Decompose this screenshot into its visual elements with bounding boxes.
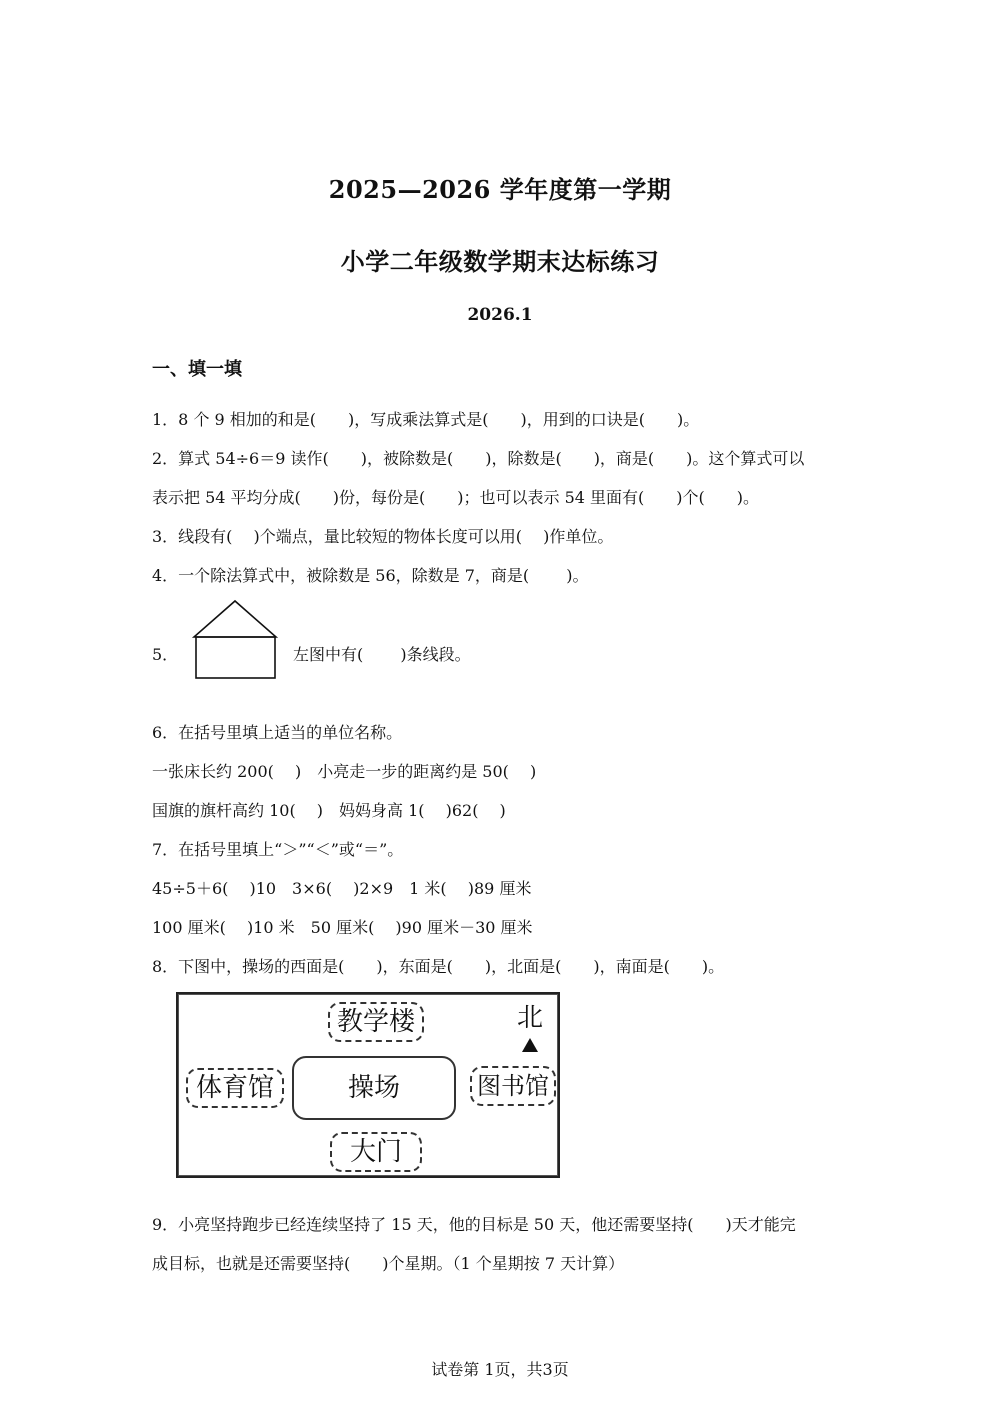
house-figure <box>188 598 284 682</box>
question-7-line1: 45÷5＋6( )10 3×6( )2×9 1 米( )89 厘米 <box>152 879 532 898</box>
exam-date: 2026.1 <box>467 305 533 325</box>
question-5-text: 左图中有( )条线段。 <box>293 645 471 664</box>
map-gate: 大门 <box>330 1132 422 1172</box>
question-7-line2: 100 厘米( )10 米 50 厘米( )90 厘米－30 厘米 <box>152 918 533 937</box>
campus-map <box>176 992 560 1178</box>
question-1: 1．8 个 9 相加的和是( )，写成乘法算式是( )，用到的口诀是( )。 <box>152 410 700 429</box>
map-library: 图书馆 <box>470 1066 556 1106</box>
question-6-line1: 一张床长约 200( ) 小亮走一步的距离约是 50( ) <box>152 762 537 781</box>
section-heading: 一、填一填 <box>152 359 242 380</box>
question-9-line2: 成目标，也就是还需要坚持( )个星期。（1 个星期按 7 天计算） <box>152 1254 625 1273</box>
north-arrow-icon <box>522 1038 538 1052</box>
question-6-line2: 国旗的旗杆高约 10( ) 妈妈身高 1( )62( ) <box>152 801 506 820</box>
map-gym: 体育馆 <box>186 1068 284 1108</box>
exam-title-line2: 小学二年级数学期末达标练习 <box>340 247 660 276</box>
exam-title-line1: 2025—2026 学年度第一学期 <box>328 175 672 204</box>
question-6-title: 6．在括号里填上适当的单位名称。 <box>152 723 403 742</box>
map-playground: 操场 <box>292 1056 456 1120</box>
map-north-label: 北 <box>516 1003 543 1033</box>
question-4: 4．一个除法算式中，被除数是 56，除数是 7，商是( )。 <box>152 566 589 585</box>
question-2-line1: 2．算式 54÷6＝9 读作( )，被除数是( )，除数是( )，商是( )。这个算式可以 <box>152 449 805 468</box>
page-footer: 试卷第 1页，共3页 <box>431 1360 569 1379</box>
question-5-number: 5． <box>152 645 179 664</box>
question-9-line1: 9．小亮坚持跑步已经连续坚持了 15 天，他的目标是 50 天，他还需要坚持( )天才能完 <box>152 1215 796 1234</box>
question-8: 8．下图中，操场的西面是( )，东面是( )，北面是( )，南面是( )。 <box>152 957 725 976</box>
map-teaching-building: 教学楼 <box>328 1002 424 1042</box>
question-3: 3．线段有( )个端点，量比较短的物体长度可以用( )作单位。 <box>152 527 614 546</box>
question-7-title: 7．在括号里填上“＞”“＜”或“＝”。 <box>152 840 404 859</box>
question-2-line2: 表示把 54 平均分成( )份，每份是( )；也可以表示 54 里面有( )个( )。 <box>152 488 760 507</box>
